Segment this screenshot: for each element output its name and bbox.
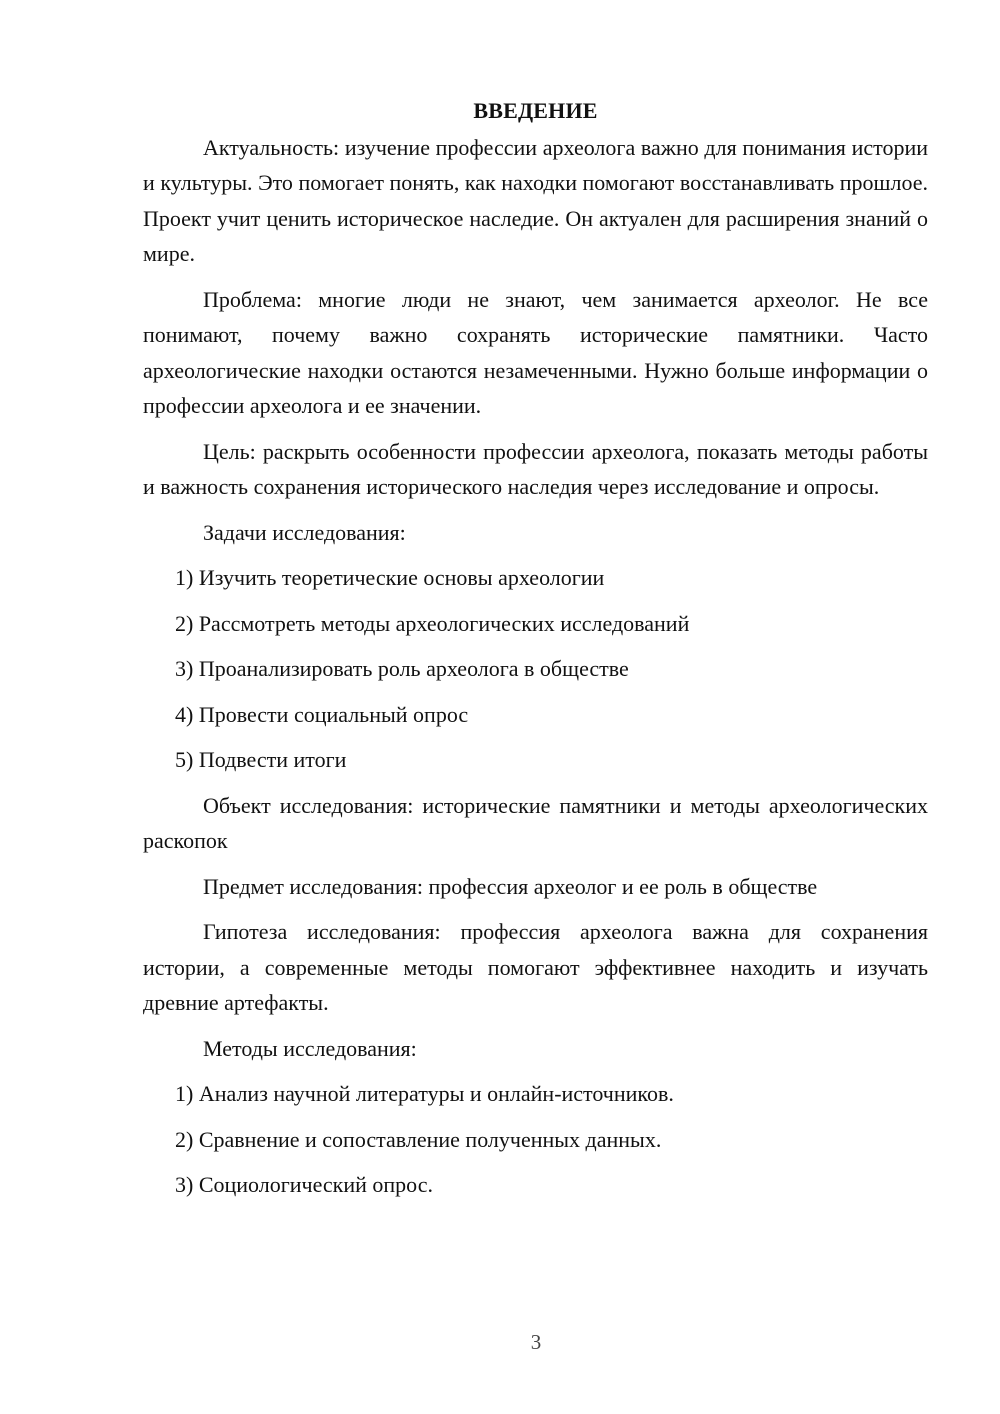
page-content [143,93,928,1213]
list-item: 4) Провести социальный опрос [175,701,469,727]
paragraph-goal: Цель: раскрыть особенности профессии археолога, показать методы работы и важность сохранения исторического наследия через исследование и опросы. [143,438,928,499]
page-number: 3 [530,1330,542,1354]
list-item: 3) Социологический опрос. [175,1172,433,1197]
list-item: 2) Сравнение и сопоставление полученных данных. [175,1126,662,1152]
paragraph-problem: Проблема: многие люди не знают, чем занимается археолог. Не все понимают, почему важно сохранять исторические памятники. Часто археологические находки остаются незамеченными. Нужно больше информации о профессии археолога и ее значении. [143,286,928,418]
paragraph-hypothesis: Гипотеза исследования: профессия археолога важна для сохранения истории, а современные методы помогают эффективнее находить и изучать древние артефакты. [143,919,928,1015]
list-item: 3) Проанализировать роль археолога в обществе [175,656,629,681]
methods-list [143,1076,928,1203]
tasks-list [143,560,928,778]
paragraph-relevance: Актуальность: изучение профессии археолога важно для понимания истории и культуры. Это помогает понять, как находки помогают восстанавливать прошлое. Проект учит ценить историческое наследие. Он актуален для расширения знаний о мире. [143,134,928,266]
list-item: 1) Изучить теоретические основы археологии [175,565,605,590]
list-item: 2) Рассмотреть методы археологических исследований [175,610,690,636]
paragraph-tasks-title: Задачи исследования: [203,519,406,545]
paragraph-methods-title: Методы исследования: [203,1035,417,1061]
paragraph-subject: Предмет исследования: профессия археолог и ее роль в обществе [203,873,818,899]
list-item: 1) Анализ научной литературы и онлайн-источников. [175,1081,674,1106]
section-heading: ВВЕДЕНИЕ [473,98,598,123]
list-item: 5) Подвести итоги [175,747,347,772]
paragraph-object: Объект исследования: исторические памятники и методы археологических раскопок [143,792,928,853]
